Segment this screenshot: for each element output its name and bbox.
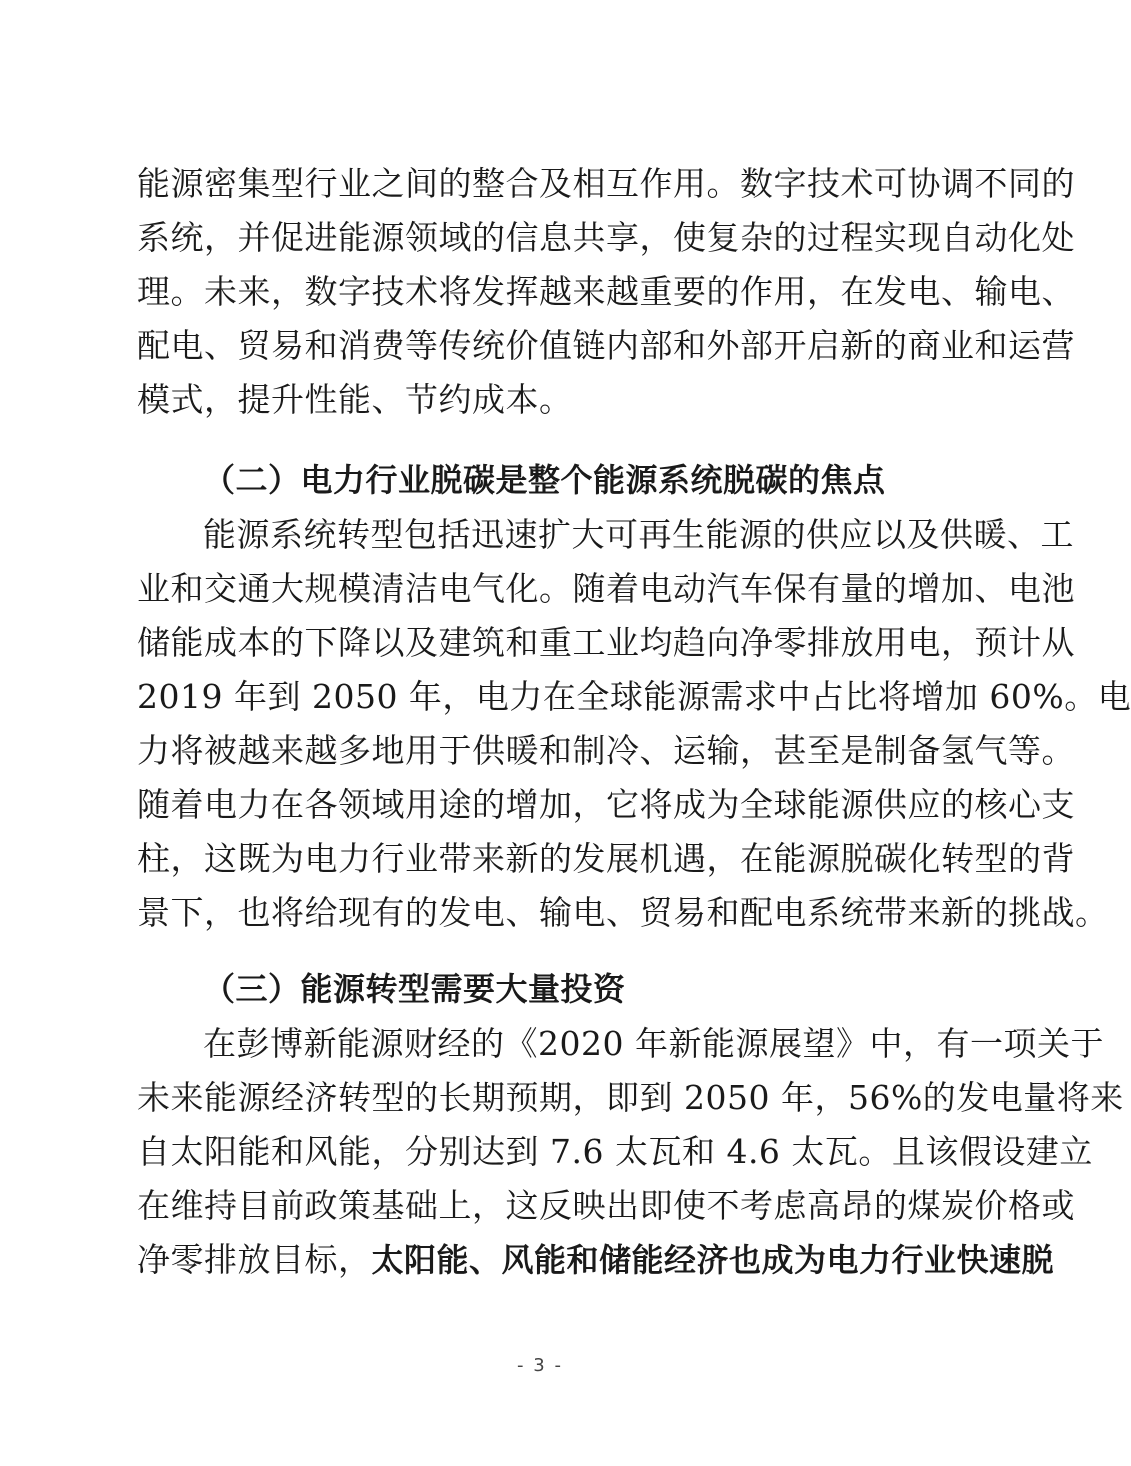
paragraph-line: 能源密集型行业之间的整合及相互作用。数字技术可协调不同的	[137, 164, 1075, 203]
paragraph-line: 业和交通大规模清洁电气化。随着电动汽车保有量的增加、电池	[137, 569, 1075, 608]
paragraph-line: 在彭博新能源财经的《2020 年新能源展望》中，有一项关于	[203, 1024, 1104, 1063]
paragraph-line: 2019 年到 2050 年，电力在全球能源需求中占比将增加 60%。电	[137, 677, 1131, 716]
paragraph-line: 系统，并促进能源领域的信息共享，使复杂的过程实现自动化处	[137, 218, 1075, 257]
heading-text: （二）电力行业脱碳是整个能源系统脱碳的焦点	[203, 461, 886, 499]
paragraph-line: 在维持目前政策基础上，这反映出即使不考虑高昂的煤炭价格或	[137, 1186, 1075, 1225]
section-heading-3	[137, 962, 947, 1016]
paragraph-line: 随着电力在各领域用途的增加，它将成为全球能源供应的核心支	[137, 785, 1075, 824]
section-heading-2	[137, 453, 947, 507]
paragraph-line: 力将被越来越多地用于供暖和制冷、运输，甚至是制备氢气等。	[137, 731, 1075, 770]
paragraph-line: 未来能源经济转型的长期预期，即到 2050 年，56%的发电量将来	[137, 1078, 1124, 1117]
paragraph-line: 配电、贸易和消费等传统价值链内部和外部开启新的商业和运营	[137, 326, 1075, 365]
paragraph-2	[137, 508, 1131, 940]
heading-text: （三）能源转型需要大量投资	[203, 970, 626, 1008]
page-number: - 3 -	[517, 1355, 563, 1376]
paragraph-line: 模式，提升性能、节约成本。	[137, 380, 573, 419]
normal-text: 净零排放目标，	[137, 1240, 372, 1279]
paragraph-3	[137, 1017, 1124, 1287]
bold-emphasis-text: 太阳能、风能和储能经济也成为电力行业快速脱	[371, 1241, 1055, 1279]
paragraph-line: 自太阳能和风能，分别达到 7.6 太瓦和 4.6 太瓦。且该假设建立	[137, 1132, 1093, 1171]
paragraph-line: 柱，这既为电力行业带来新的发展机遇，在能源脱碳化转型的背	[137, 839, 1075, 878]
paragraph-line	[137, 1233, 1055, 1287]
paragraph-line: 能源系统转型包括迅速扩大可再生能源的供应以及供暖、工	[203, 515, 1074, 554]
paragraph-line: 理。未来，数字技术将发挥越来越重要的作用，在发电、输电、	[137, 272, 1075, 311]
paragraph-line: 储能成本的下降以及建筑和重工业均趋向净零排放用电，预计从	[137, 623, 1075, 662]
paragraph-1	[137, 157, 1075, 427]
paragraph-line: 景下，也将给现有的发电、输电、贸易和配电系统带来新的挑战。	[137, 893, 1109, 932]
